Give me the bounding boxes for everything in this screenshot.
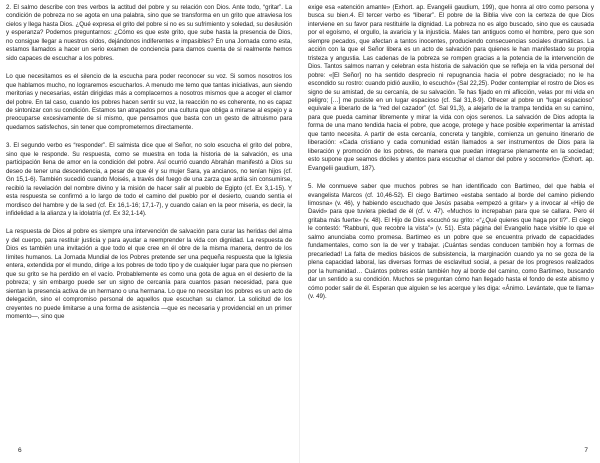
paragraph: Lo que necesitamos es el silencio de la escucha para poder reconocer su voz. Si somos nosotros los que hablamos mucho, no lograremos escucharlos. A menudo me temo que tantas iniciativas, aun siendo meritorias y necesarias, están dirigidas más a complacernos a nosotros mismos que a acoger el clamor del pobre. En tal caso, cuando los pobres hacen sentir su voz, la reacción no es coherente, no es capaz de sintonizar con su condición. Estamos tan atrapados por una cultura que obliga a mirarse al espejo y a preocuparse excesivamente de sí mismo, que pensamos que basta con un gesto de altruismo para quedarnos satisfechos, sin tener que comprometernos directamente. (6, 73, 292, 131)
page-number: 6 (18, 447, 22, 454)
left-page (6, 0, 292, 463)
paragraph: 3. El segundo verbo es “responder”. El salmista dice que el Señor, no solo escucha el grito del pobre, sino que le responde. Su respuesta, como se muestra en toda la historia de la salvación, es una participación llena de amor en la condición del pobre. Así ocurrió cuando Abrahán manifestó a Dios su deseo de tener una descendencia, a pesar de que él y su mujer Sara, ya ancianos, no tenían hijos (cf. Gn 15,1-6). También sucedió cuando Moisés, a través del fuego de una zarza que ardía sin consumirse, recibió la revelación del nombre divino y la misión de hacer salir al pueblo de Egipto (cf. Ex 3,1-15). Y esta respuesta se confirmó a lo largo de todo el camino del pueblo por el desierto, cuando sentía el mordisco del hambre y de la sed (cf. Ex 16,1-16; 17,1-7), y cuando caían en la peor miseria, es decir, la infidelidad a la alianza y la idolatría (cf. Ex 32,1-14). (6, 142, 292, 217)
left-text-column (6, 4, 292, 331)
right-text-column (308, 4, 594, 311)
right-page (308, 0, 594, 463)
paragraph: exige esa «atención amante» (Exhort. ap. Evangelii gaudium, 199), que honra al otro como persona y busca su bien.4. El tercer verbo es “liberar”. El pobre de la Biblia vive con la certeza de que Dios interviene en su favor para restituirle la dignidad. La pobreza no es algo buscado, sino que es causada por el egoísmo, el orgullo, la avaricia y la injusticia. Males tan antiguos como el hombre, pero que son siempre pecados, que afectan a tantos inocentes, produciendo consecuencias sociales dramáticas. La acción con la que el Señor libera es un acto de salvación para quienes le han manifestado su propia tristeza y angustia. Las cadenas de la pobreza se rompen gracias a la potencia de la intervención de Dios. Tantos salmos narran y celebran esta historia de salvación que se refleja en la vida personal del pobre: «[El Señor] no ha sentido desprecio ni repugnancia hacia el pobre desgraciado; no le ha escondido su rostro: cuando pidió auxilio, lo escuchó» (Sal 22,25). Poder contemplar el rostro de Dios es signo de su amistad, de su cercanía, de su salvación. Te has fijado en mi aflicción, velas por mi vida en peligro; […] me pusiste en un lugar espacioso (cf. Sal 31,8-9). Ofrecer al pobre un “lugar espacioso” equivale a liberarlo de la “red del cazador” (cf. Sal 91,3), a alejarlo de la trampa tendida en su camino, para que pueda caminar libremente y mirar la vida con ojos serenos. La salvación de Dios adopta la forma de una mano tendida hacia el pobre, que acoge, protege y hace posible experimentar la amistad que tanto necesita. A partir de esta cercanía, concreta y tangible, comienza un genuino itinerario de liberación: «Cada cristiano y cada comunidad están llamados a ser instrumentos de Dios para la liberación y promoción de los pobres, de manera que puedan integrarse plenamente en la sociedad; esto supone que seamos dóciles y atentos para escuchar el clamor del pobre y socorrerlo» (Exhort. ap. Evangelii gaudium, 187). (308, 4, 594, 172)
page-gutter (299, 0, 300, 463)
paragraph: La respuesta de Dios al pobre es siempre una intervención de salvación para curar las heridas del alma y del cuerpo, para restituir justicia y para ayudar a reemprender la vida con dignidad. La respuesta de Dios es también una invitación a que todo el que cree en él obre de la misma manera, dentro de los límites humanos. La Jornada Mundial de los Pobres pretende ser una pequeña respuesta que la Iglesia entera, extendida por el mundo, dirige a los pobres de todo tipo y de cualquier lugar para que no piensen que su grito se ha perdido en el vacío. Probablemente es como una gota de agua en el desierto de la pobreza; y sin embargo puede ser un signo de cercanía para cuantos pasan necesidad, para que sientan la presencia activa de un hermano o una hermana. Lo que no necesitan los pobres es un acto de delegación, sino el compromiso personal de aquellos que escuchan su clamor. La solicitud de los creyentes no puede limitarse a una forma de asistencia —que es necesaria y providencial en un primer momento—, sino que (6, 228, 292, 320)
paragraph: 2. El salmo describe con tres verbos la actitud del pobre y su relación con Dios. Ante todo, “gritar”. La condición de pobreza no se agota en una palabra, sino que se transforma en un grito que atraviesa los cielos y llega hasta Dios. ¿Qué expresa el grito del pobre si no es su sufrimiento y soledad, su desilusión y esperanza? Podemos preguntarnos: ¿Cómo es que este grito, que sube hasta la presencia de Dios, no consigue llegar a nuestros oídos, dejándonos indiferentes e impasibles? En una Jornada como esta, estamos llamados a hacer un serio examen de conciencia para darnos cuenta de si realmente hemos sido capaces de escuchar a los pobres. (6, 4, 292, 62)
paragraph: 5. Me conmueve saber que muchos pobres se han identificado con Bartimeo, del que habla el evangelista Marcos (cf. 10,46-52). El ciego Bartimeo «estaba sentado al borde del camino pidiendo limosna» (v. 46), y habiendo escuchado que Jesús pasaba «empezó a gritar» y a invocar al «Hijo de David» para que tuviera piedad de él (cf. v. 47). «Muchos lo increpaban para que se callara. Pero él gritaba más fuerte» (v. 48). El Hijo de Dios escuchó su grito: «“¿Qué quieres que haga por ti?”. El ciego le contestó: “Rabbuni, que recobre la vista”» (v. 51). Esta página del Evangelio hace visible lo que el salmo anunciaba como promesa. Bartimeo es un pobre que se encuentra privado de capacidades fundamentales, como son la de ver y trabajar. ¡Cuántas sendas conducen también hoy a formas de precariedad! La falta de medios básicos de subsistencia, la marginación cuando ya no se goza de la plena capacidad laboral, las diversas formas de esclavitud social, a pesar de los progresos realizados por la humanidad… Cuántos pobres están también hoy al borde del camino, como Bartimeo, buscando dar un sentido a su condición. Muchos se preguntan cómo han llegado hasta el fondo de este abismo y cómo poder salir de él. Esperan que alguien se les acerque y les diga: «Ánimo. Levántate, que te llama» (v. 49). (308, 183, 594, 300)
page-number: 7 (584, 447, 588, 454)
